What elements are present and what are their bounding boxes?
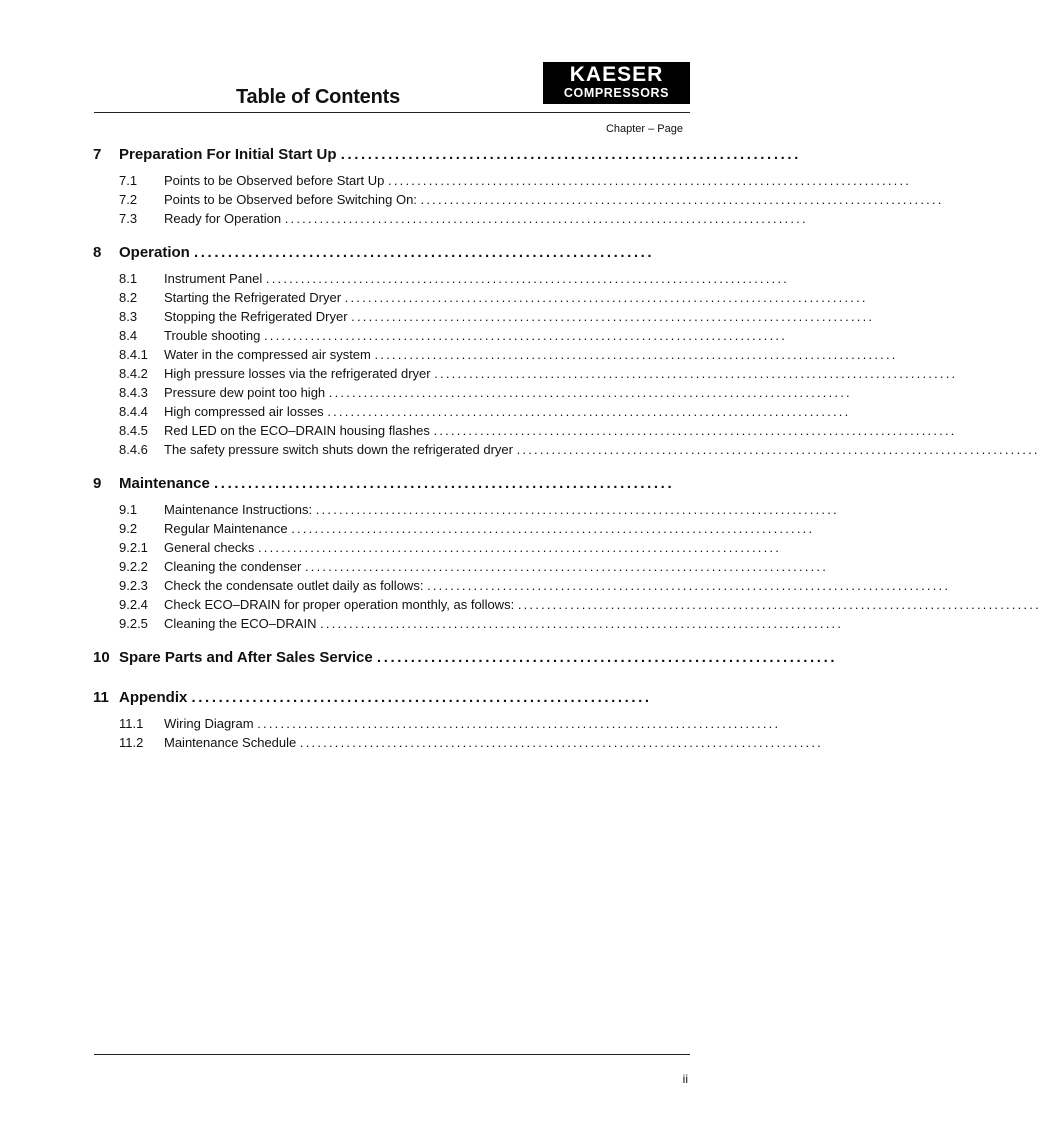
toc-title: Instrument Panel .......................................................................................... [164,271,789,286]
toc-title: Trouble shooting .......................................................................................... [164,328,788,343]
toc-title: Regular Maintenance .......................................................................................... [164,521,815,536]
toc-title: High pressure losses via the refrigerated dryer .......................................................................................... [164,366,958,381]
toc-number: 7.1 [119,173,138,188]
toc-number: 8.4.3 [119,385,148,400]
toc-title: Check ECO–DRAIN for proper operation monthly, as follows: .......................................................................................... [164,597,1041,612]
toc-number: 9.2.2 [119,559,148,574]
toc-title: Appendix .................................................................... [119,689,652,706]
toc-number: 10 [93,649,110,666]
toc-title: Maintenance Instructions: .......................................................................................... [164,502,839,517]
toc-number: 7.2 [119,192,138,207]
toc-number: 7.3 [119,211,138,226]
toc-number: 8.4.1 [119,347,148,362]
toc-number: 8.3 [119,309,138,324]
toc-number: 7 [93,146,102,163]
toc-title: Maintenance .................................................................... [119,475,675,492]
toc-title: Points to be Observed before Start Up .......................................................................................... [164,173,912,188]
footer-rule [94,1054,690,1055]
toc-title: Operation .................................................................... [119,244,655,261]
kaeser-logo [543,62,690,104]
toc-number: 9.1 [119,502,138,517]
toc-number: 9.2.3 [119,578,148,593]
toc-title: Points to be Observed before Switching On: .......................................................................................... [164,192,944,207]
toc-number: 8.4.4 [119,404,148,419]
toc-title: Wiring Diagram .......................................................................................... [164,716,781,731]
toc-number: 9.2.1 [119,540,148,555]
page-number: ii [682,1072,688,1086]
logo-subtitle: COMPRESSORS [563,86,670,100]
toc-number: 8.4.5 [119,423,148,438]
page-title: Table of Contents [236,86,401,108]
toc-title: General checks .......................................................................................... [164,540,782,555]
toc-title: Preparation For Initial Start Up .................................................................... [119,146,801,163]
toc-number: 9.2.4 [119,597,148,612]
toc-number: 8 [93,244,102,261]
header-rule [94,112,690,113]
toc-title: Cleaning the condenser .......................................................................................... [164,559,829,574]
toc-number: 11.1 [119,716,144,731]
toc-title: Red LED on the ECO–DRAIN housing flashes .......................................................................................... [164,423,957,438]
toc-number: 8.4.2 [119,366,148,381]
toc-number: 8.4.6 [119,442,148,457]
toc-title: Spare Parts and After Sales Service .................................................................... [119,649,838,666]
toc-number: 8.1 [119,271,138,286]
toc-title: Ready for Operation .......................................................................................... [164,211,808,226]
logo-brand: KAESER [569,63,664,86]
toc-title: Maintenance Schedule .......................................................................................... [164,735,823,750]
toc-number: 11.2 [119,735,144,750]
toc-title: Cleaning the ECO–DRAIN .......................................................................................... [164,616,844,631]
toc-number: 8.4 [119,328,138,343]
toc-number: 9.2.5 [119,616,148,631]
column-header: Chapter – Page [605,123,683,135]
toc-title: High compressed air losses .......................................................................................... [164,404,851,419]
toc-title: Pressure dew point too high .......................................................................................... [164,385,852,400]
toc-number: 11 [93,689,109,706]
toc-title: Water in the compressed air system .......................................................................................... [164,347,898,362]
toc-number: 9.2 [119,521,138,536]
toc-number: 8.2 [119,290,138,305]
toc-title: Stopping the Refrigerated Dryer .......................................................................................... [164,309,875,324]
toc-title: The safety pressure switch shuts down the refrigerated dryer .......................................................................................... [164,442,1040,457]
toc-title: Starting the Refrigerated Dryer .......................................................................................... [164,290,868,305]
toc-title: Check the condensate outlet daily as follows: .......................................................................................... [164,578,951,593]
toc-number: 9 [93,475,102,492]
